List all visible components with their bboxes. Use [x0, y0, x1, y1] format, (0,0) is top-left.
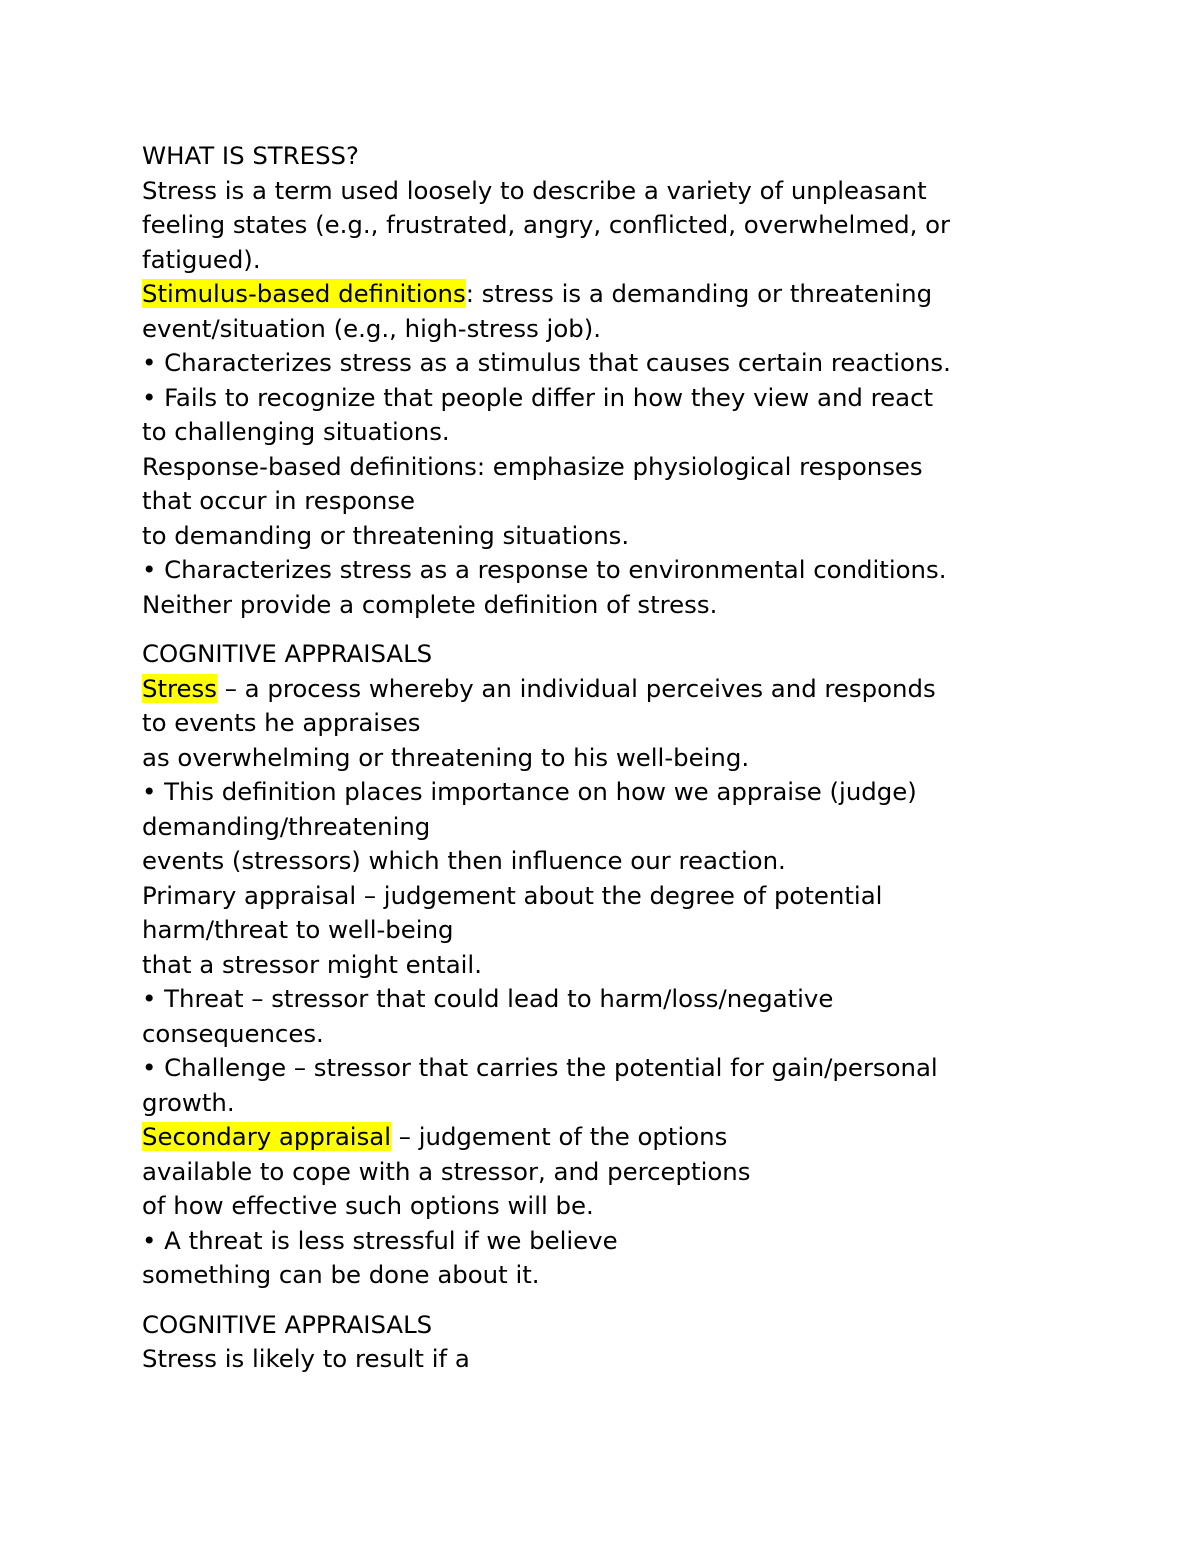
text-line: [142, 1189, 1102, 1224]
line-text: • Characterizes stress as a response to environmental conditions.: [142, 555, 947, 584]
line-text: feeling states (e.g., frustrated, angry, conflicted, overwhelmed, or: [142, 210, 951, 239]
line-text: Primary appraisal – judgement about the degree of potential: [142, 880, 883, 910]
line-text: – a process whereby an individual perceives and responds: [216, 673, 936, 703]
line-text: WHAT IS STRESS?: [142, 141, 359, 170]
text-line: [142, 1086, 1102, 1121]
text-line: [142, 312, 1102, 347]
highlighted-term: Secondary appraisal: [142, 1122, 392, 1151]
line-text: to challenging situations.: [142, 417, 450, 446]
text-line: [142, 208, 1102, 243]
line-text: demanding/threatening: [142, 811, 431, 841]
text-line: [142, 672, 1102, 707]
line-text: COGNITIVE APPRAISALS: [142, 1309, 433, 1339]
text-line: [142, 415, 1102, 450]
text-line: [142, 174, 1102, 209]
text-line: [142, 775, 1102, 810]
line-text: that a stressor might entail.: [142, 949, 482, 979]
text-line: [142, 706, 1102, 741]
highlighted-term: Stimulus-based definitions: [142, 279, 466, 308]
line-text: • Threat – stressor that could lead to harm/loss/negative: [142, 984, 834, 1013]
line-text: • Characterizes stress as a stimulus that causes certain reactions.: [142, 348, 951, 377]
document-section: [142, 1308, 1102, 1377]
text-line: [142, 1224, 1102, 1259]
text-line: [142, 484, 1102, 519]
line-text: Response-based definitions: emphasize physiological responses: [142, 451, 923, 481]
line-text: • Fails to recognize that people differ in how they view and react: [142, 382, 934, 412]
text-line: [142, 450, 1102, 485]
line-text: of how effective such options will be.: [142, 1191, 594, 1220]
line-text: Stress is a term used loosely to describe a variety of unpleasant: [142, 175, 927, 205]
line-text: something can be done about it.: [142, 1260, 540, 1289]
document-section: [142, 637, 1102, 1293]
line-text: fatigued).: [142, 244, 261, 274]
section-gap: [142, 622, 1102, 637]
line-text: COGNITIVE APPRAISALS: [142, 639, 433, 668]
document-body: [142, 139, 1102, 1377]
section-heading: [142, 637, 1102, 672]
line-text: to demanding or threatening situations.: [142, 520, 630, 550]
line-text: available to cope with a stressor, and perceptions: [142, 1156, 751, 1186]
line-text: that occur in response: [142, 486, 416, 515]
section-heading: [142, 1308, 1102, 1343]
text-line: [142, 1155, 1102, 1190]
text-line: [142, 1120, 1102, 1155]
line-text: events (stressors) which then influence our reaction.: [142, 846, 786, 875]
line-text: : stress is a demanding or threatening: [465, 279, 933, 308]
text-line: [142, 879, 1102, 914]
line-text: • This definition places importance on how we appraise (judge): [142, 777, 917, 806]
text-line: [142, 844, 1102, 879]
text-line: [142, 277, 1102, 312]
line-text: – judgement of the options: [391, 1122, 728, 1151]
line-text: Stress is likely to result if a: [142, 1344, 470, 1373]
line-text: consequences.: [142, 1018, 324, 1048]
text-line: [142, 519, 1102, 554]
text-line: [142, 1342, 1102, 1377]
line-text: • Challenge – stressor that carries the potential for gain/personal: [142, 1053, 938, 1082]
text-line: [142, 381, 1102, 416]
line-text: growth.: [142, 1087, 235, 1117]
line-text: event/situation (e.g., high-stress job).: [142, 313, 601, 343]
text-line: [142, 243, 1102, 278]
line-text: Neither provide a complete definition of stress.: [142, 589, 718, 619]
section-gap: [142, 1293, 1102, 1308]
line-text: to events he appraises: [142, 708, 421, 737]
document-section: [142, 139, 1102, 622]
text-line: [142, 913, 1102, 948]
highlighted-term: Stress: [142, 673, 217, 703]
line-text: harm/threat to well-being: [142, 915, 454, 944]
line-text: • A threat is less stressful if we believe: [142, 1225, 618, 1255]
text-line: [142, 1017, 1102, 1052]
text-line: [142, 1258, 1102, 1293]
text-line: [142, 982, 1102, 1017]
text-line: [142, 810, 1102, 845]
text-line: [142, 588, 1102, 623]
section-heading: [142, 139, 1102, 174]
text-line: [142, 346, 1102, 381]
text-line: [142, 948, 1102, 983]
line-text: as overwhelming or threatening to his well-being.: [142, 742, 750, 772]
text-line: [142, 741, 1102, 776]
text-line: [142, 553, 1102, 588]
text-line: [142, 1051, 1102, 1086]
